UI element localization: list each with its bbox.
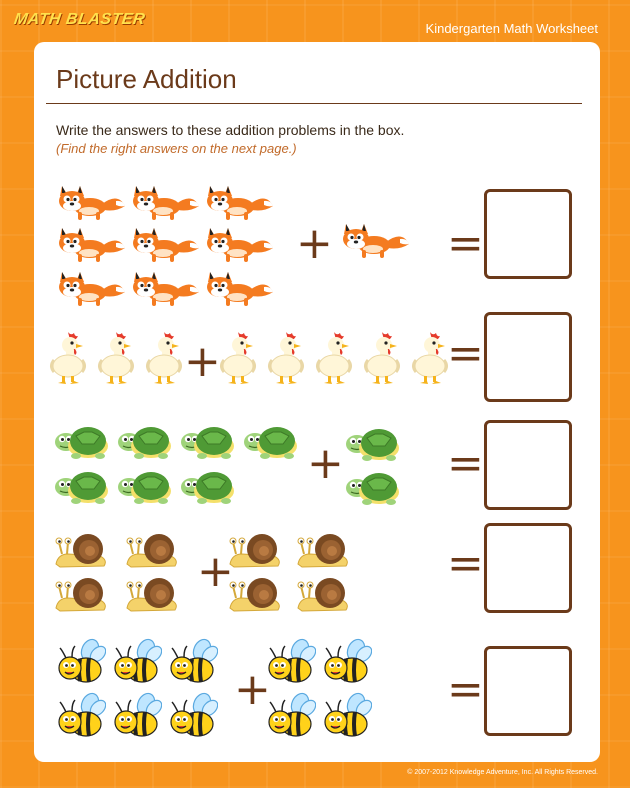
fox-icon (56, 268, 126, 308)
snail-icon (54, 530, 110, 570)
equals-sign: = (447, 438, 484, 489)
snail-icon (125, 574, 181, 614)
snail-icon (228, 530, 284, 570)
plus-sign: + (197, 546, 234, 597)
fox-icon (130, 224, 200, 264)
math-blaster-logo: MATH BLASTER (12, 11, 147, 28)
turtle-icon (180, 467, 236, 507)
equals-sign: = (447, 664, 484, 715)
answer-box[interactable] (484, 189, 572, 279)
turtle-icon (54, 467, 110, 507)
fox-icon (130, 182, 200, 222)
answer-box[interactable] (484, 523, 572, 613)
chicken-icon (144, 330, 184, 386)
bee-icon (266, 692, 316, 742)
bee-icon (112, 692, 162, 742)
turtle-icon (117, 422, 173, 462)
plus-sign: + (296, 218, 333, 269)
fox-icon (204, 182, 274, 222)
equals-sign: = (447, 328, 484, 379)
page-title: Picture Addition (56, 64, 237, 94)
answer-box[interactable] (484, 312, 572, 402)
title-divider (46, 103, 582, 104)
plus-sign: + (234, 664, 271, 715)
snail-icon (125, 530, 181, 570)
turtle-icon (345, 424, 401, 464)
turtle-icon (243, 422, 299, 462)
answer-box[interactable] (484, 420, 572, 510)
turtle-icon (345, 468, 401, 508)
turtle-icon (180, 422, 236, 462)
hint-text: (Find the right answers on the next page.) (56, 141, 297, 156)
equals-sign: = (447, 218, 484, 269)
plus-sign: + (184, 336, 221, 387)
bee-icon (112, 638, 162, 688)
chicken-icon (266, 330, 306, 386)
turtle-icon (54, 422, 110, 462)
answer-box[interactable] (484, 646, 572, 736)
bee-icon (168, 692, 218, 742)
instructions-text: Write the answers to these addition problems in the box. (56, 122, 405, 138)
snail-icon (54, 574, 110, 614)
bee-icon (56, 638, 106, 688)
snail-icon (296, 530, 352, 570)
chicken-icon (314, 330, 354, 386)
chicken-icon (218, 330, 258, 386)
fox-icon (340, 220, 410, 260)
chicken-icon (362, 330, 402, 386)
sheet-label: Kindergarten Math Worksheet (425, 21, 598, 36)
chicken-icon (48, 330, 88, 386)
equals-sign: = (447, 538, 484, 589)
fox-icon (130, 268, 200, 308)
bee-icon (322, 638, 372, 688)
fox-icon (204, 268, 274, 308)
chicken-icon (96, 330, 136, 386)
fox-icon (56, 224, 126, 264)
bee-icon (168, 638, 218, 688)
fox-icon (56, 182, 126, 222)
fox-icon (204, 224, 274, 264)
turtle-icon (117, 467, 173, 507)
bee-icon (322, 692, 372, 742)
plus-sign: + (307, 438, 344, 489)
chicken-icon (410, 330, 450, 386)
snail-icon (296, 574, 352, 614)
worksheet-paper (34, 42, 600, 762)
bee-icon (56, 692, 106, 742)
copyright-text: © 2007-2012 Knowledge Adventure, Inc. All Rights Reserved. (407, 769, 598, 776)
snail-icon (228, 574, 284, 614)
bee-icon (266, 638, 316, 688)
